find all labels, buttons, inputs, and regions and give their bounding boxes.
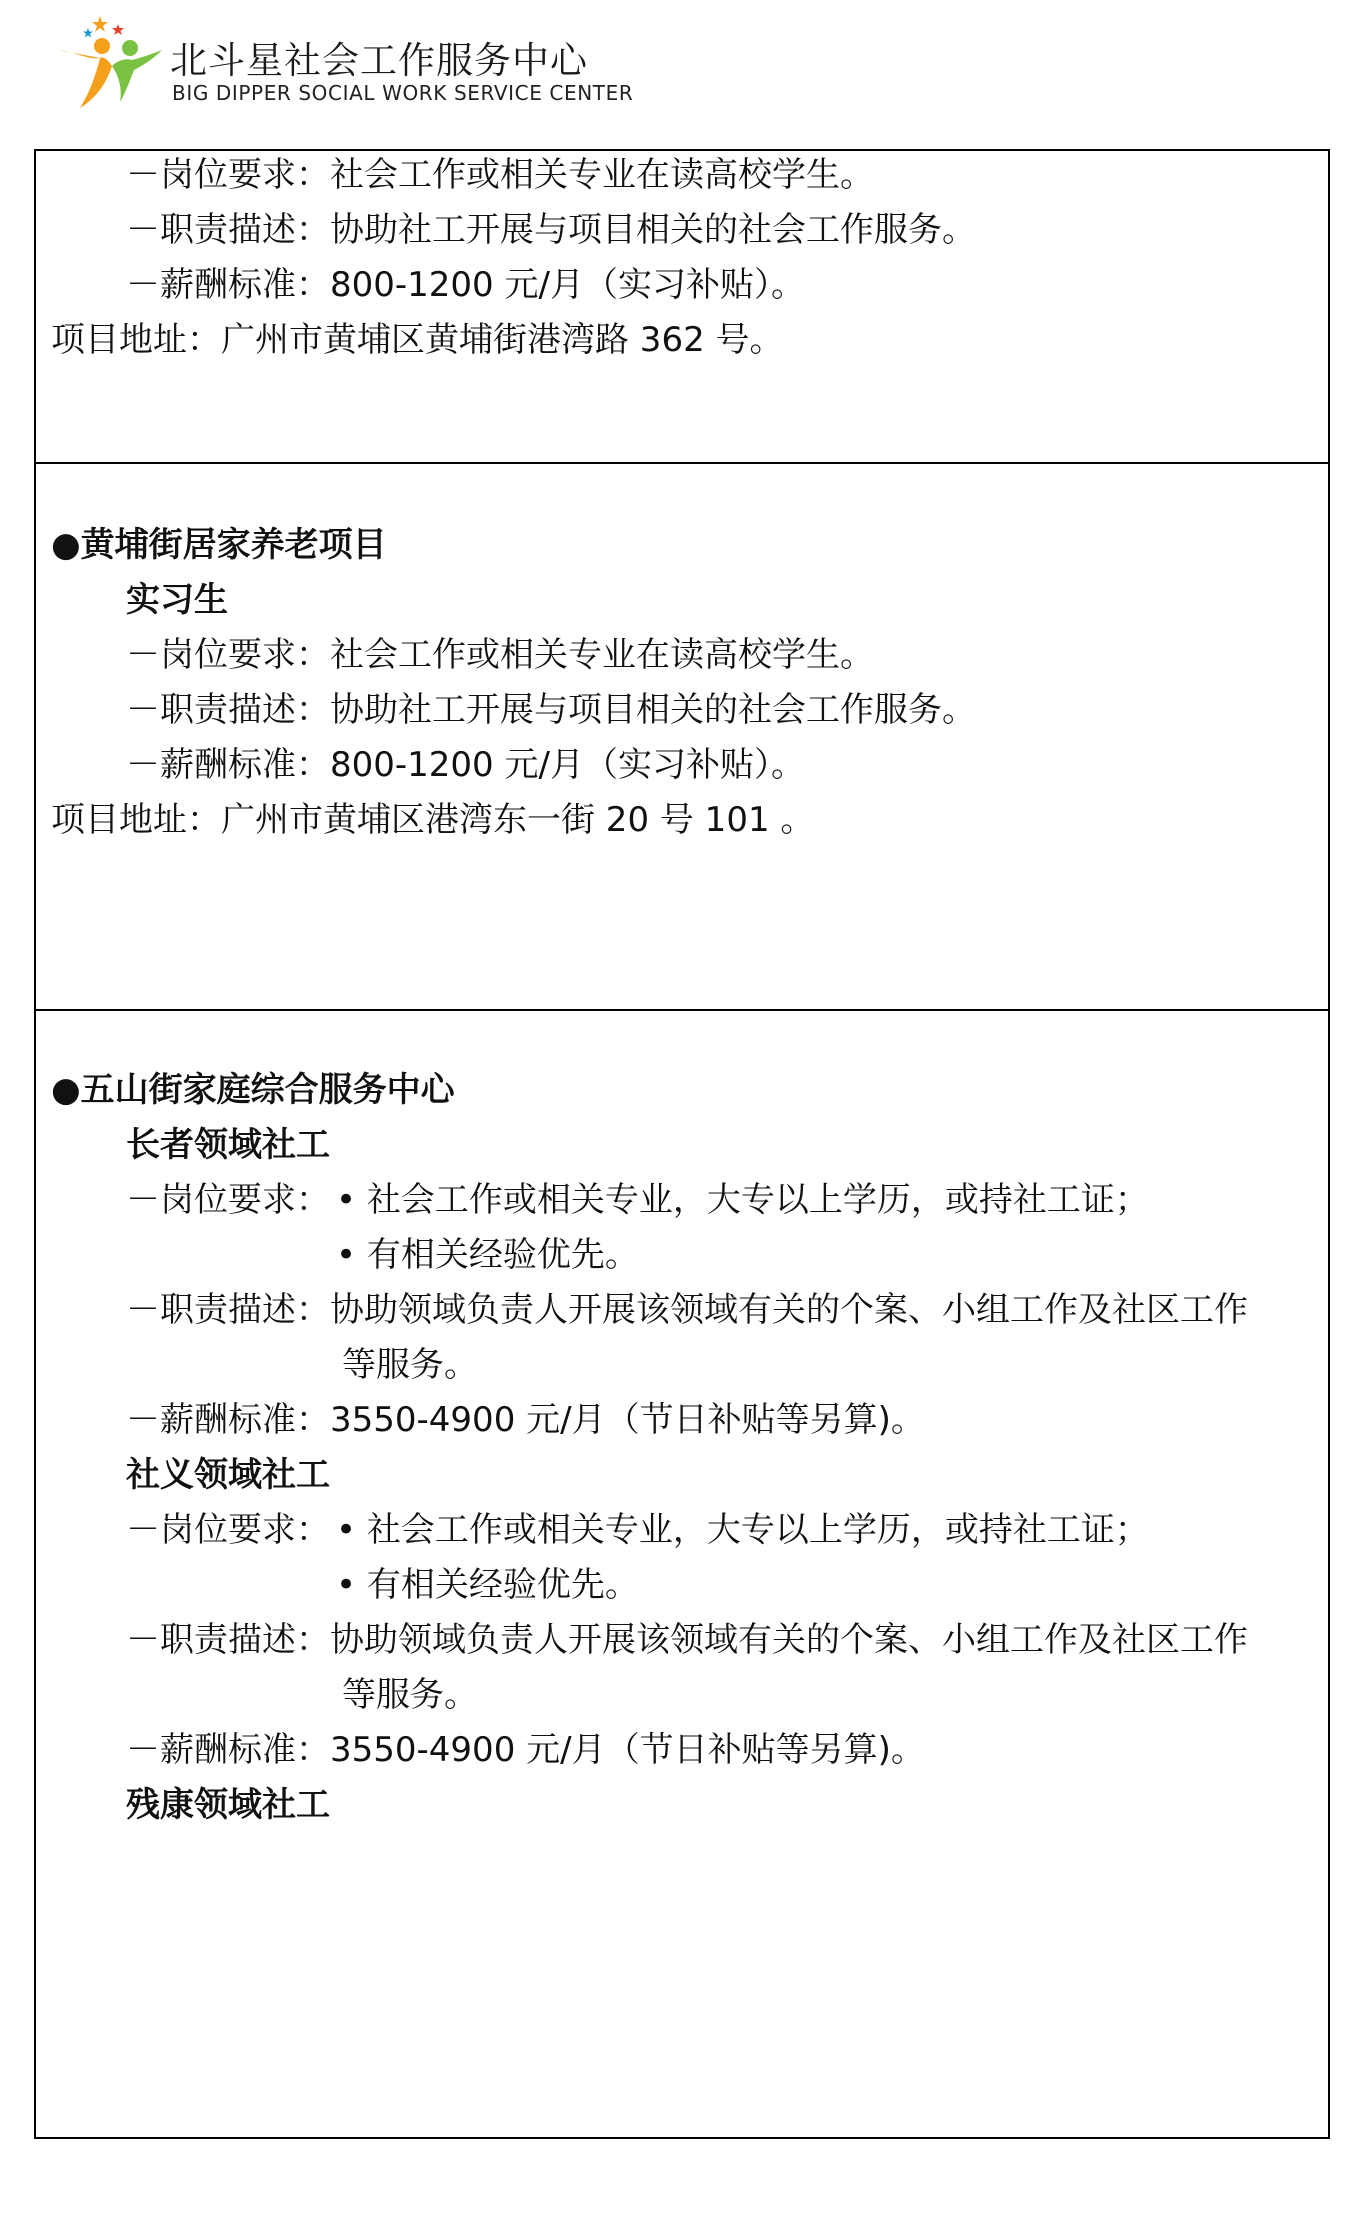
listing-cell-wushan-family-center <box>36 1011 1328 2137</box>
job-listing-table <box>34 149 1330 2139</box>
duty-line: －职责描述：协助领域负责人开展该领域有关的个案、小组工作及社区工作 <box>126 1620 1248 1660</box>
duty-line-continued: 等服务。 <box>342 1675 478 1715</box>
big-dipper-logo-icon <box>56 14 166 110</box>
salary-line: －薪酬标准：3550-4900 元/月（节日补贴等另算)。 <box>126 1730 925 1770</box>
salary-line: －薪酬标准：800-1200 元/月（实习补贴）。 <box>126 745 805 785</box>
requirement-item: • 有相关经验优先。 <box>336 1565 639 1605</box>
address-line: 项目地址：广州市黄埔区黄埔街港湾路 362 号。 <box>51 320 784 360</box>
salary-line: －薪酬标准：800-1200 元/月（实习补贴）。 <box>126 265 805 305</box>
listing-cell-continued <box>36 151 1328 464</box>
position-title: 残康领域社工 <box>126 1785 330 1825</box>
address-line: 项目地址：广州市黄埔区港湾东一街 20 号 101 。 <box>51 800 815 840</box>
project-title: ●五山街家庭综合服务中心 <box>51 1070 455 1110</box>
requirement-line: －岗位要求：社会工作或相关专业在读高校学生。 <box>126 155 874 195</box>
position-title: 社义领域社工 <box>126 1455 330 1495</box>
requirement-item: • 社会工作或相关专业，大专以上学历，或持社工证； <box>336 1510 1149 1550</box>
position-title: 长者领域社工 <box>126 1125 330 1165</box>
duty-line: －职责描述：协助领域负责人开展该领域有关的个案、小组工作及社区工作 <box>126 1290 1248 1330</box>
requirement-label: －岗位要求： <box>126 1180 330 1220</box>
page-header <box>56 10 756 110</box>
project-title: ●黄埔街居家养老项目 <box>51 525 387 565</box>
duty-line-continued: 等服务。 <box>342 1345 478 1385</box>
requirement-item: • 有相关经验优先。 <box>336 1235 639 1275</box>
org-name-en: BIG DIPPER SOCIAL WORK SERVICE CENTER <box>172 81 634 105</box>
position-title: 实习生 <box>126 580 228 620</box>
duty-line: －职责描述：协助社工开展与项目相关的社会工作服务。 <box>126 690 976 730</box>
duty-line: －职责描述：协助社工开展与项目相关的社会工作服务。 <box>126 210 976 250</box>
requirement-line: －岗位要求：社会工作或相关专业在读高校学生。 <box>126 635 874 675</box>
listing-cell-huangpu-elderly <box>36 464 1328 1011</box>
salary-line: －薪酬标准：3550-4900 元/月（节日补贴等另算)。 <box>126 1400 925 1440</box>
requirement-item: • 社会工作或相关专业，大专以上学历，或持社工证； <box>336 1180 1149 1220</box>
org-name-cn: 北斗星社会工作服务中心 <box>170 39 588 82</box>
requirement-label: －岗位要求： <box>126 1510 330 1550</box>
